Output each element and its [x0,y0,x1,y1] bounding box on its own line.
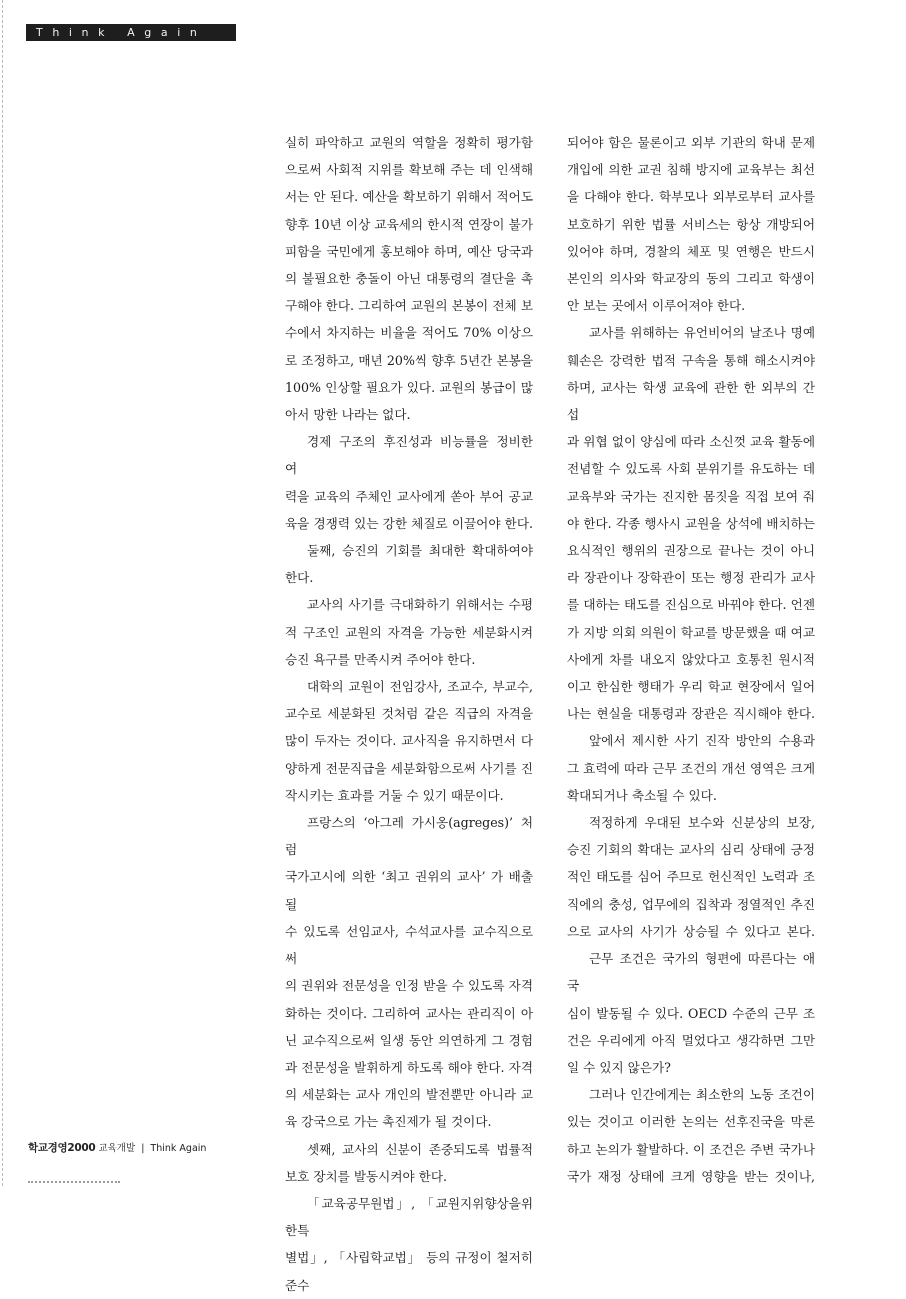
text-line: 과 전문성을 발휘하게 하도록 해야 한다. 자격 [285,1059,533,1075]
text-line: 화하는 것이다. 그리하여 교사는 관리직이 아 [285,1005,533,1021]
text-line: 직에의 충성, 업무에의 집착과 정열적인 추진 [567,896,815,912]
text-line: 으로 교사의 사기가 상승될 수 있다고 본다. [567,923,815,939]
text-line: 근무 조건은 국가의 형편에 따른다는 애국 [567,951,815,994]
text-line: 야 한다. 각종 행사시 교원을 상석에 배치하는 [567,515,815,531]
text-line: 있는 것이고 이러한 논의는 선후진국을 막론 [567,1114,815,1130]
text-line: 의 세분화는 교사 개인의 발전뿐만 아니라 교 [285,1087,533,1103]
text-line: 력을 교육의 주체인 교사에게 쏟아 부어 공교 [285,488,533,504]
text-line: 가 지방 의회 의원이 학교를 방문했을 때 여교 [567,624,815,640]
text-line: 적 구조인 교원의 자격을 가능한 세분화시켜 [285,624,533,640]
page-footer [28,1141,206,1155]
text-line: 심이 발동될 수 있다. OECD 수준의 근무 조 [567,1005,815,1021]
text-line: 으로써 사회적 지위를 확보해 주는 데 인색해 [285,162,533,178]
text-line: 의 불필요한 충돌이 아닌 대통령의 결단을 촉 [285,271,533,287]
text-line: 하고 논의가 활발하다. 이 조건은 주변 국가나 [567,1141,815,1157]
text-line: 닌 교수직으로써 일생 동안 의연하게 그 경험 [285,1032,533,1048]
text-line: 하며, 교사는 학생 교육에 관한 한 외부의 간섭 [567,379,815,423]
text-line: 본인의 의사와 학교장의 동의 그리고 학생이 [567,271,815,287]
text-line: 전념할 수 있도록 사회 분위기를 유도하는 데 [567,461,815,477]
text-line: 양하게 전문직급을 세분화함으로써 사기를 진 [285,760,533,776]
text-line: 적인 태도를 심어 주므로 헌신적인 노력과 조 [567,869,815,885]
bottom-crop-marks [28,1181,120,1188]
text-line: 라 장관이나 장학관이 또는 행정 관리가 교사 [567,570,815,586]
text-line: 교육부와 국가는 진지한 몸짓을 직접 보여 줘 [567,488,815,504]
text-line: 구해야 한다. 그리하여 교원의 본봉이 전체 보 [285,298,533,314]
text-line: 승진 욕구를 만족시켜 주어야 한다. [285,651,476,667]
text-line: 안 보는 곳에서 이루어져야 한다. [567,298,746,314]
article-column-right [567,129,815,1190]
text-line: 있어야 하며, 경찰의 체포 및 연행은 반드시 [567,243,815,259]
text-line: 둘째, 승진의 기회를 최대한 확대하여야 [307,543,533,559]
text-line: 의 권위와 전문성을 인정 받을 수 있도록 자격 [285,978,533,994]
text-line: 건은 우리에게 아직 멀었다고 생각하면 그만 [567,1032,815,1048]
text-line: 피함을 국민에게 홍보해야 하며, 예산 당국과 [285,243,533,259]
text-line: 교수로 세분화된 것처럼 같은 직급의 자격을 [285,706,533,722]
text-line: 국가 재정 상태에 크게 영향을 받는 것이나, [567,1168,815,1184]
text-line: 를 대하는 태도를 진심으로 바꿔야 한다. 언젠 [567,597,815,613]
text-line: 되어야 함은 물론이고 외부 기관의 학내 문제 [567,135,815,150]
text-line: 실히 파악하고 교원의 역할을 정확히 평가함 [285,135,533,150]
text-line: 프랑스의 ‘아그레 가시옹(agreges)’ 처럼 [285,815,533,858]
text-line: 훼손은 강력한 법적 구속을 통해 해소시켜야 [567,352,815,368]
text-line: 로 조정하고, 매년 20%씩 향후 5년간 본봉을 [285,352,533,368]
header-running-title: Think Again [36,26,207,39]
text-line: 아서 망한 나라는 없다. [285,407,411,423]
text-line: 국가고시에 의한 ‘최고 권위의 교사’ 가 배출될 [285,869,533,912]
text-line: 승진 기회의 확대는 교사의 심리 상태에 긍정 [567,842,815,858]
text-line: 경제 구조의 후진성과 비능률을 정비한 여 [285,434,533,477]
text-line: 보호 장치를 발동시켜야 한다. [285,1168,447,1184]
text-line: 많이 두자는 것이다. 교사직을 유지하면서 다 [285,733,533,749]
text-line: 개입에 의한 교권 침해 방지에 교육부는 최선 [567,162,815,178]
page-edge-trim-line [2,0,3,1186]
text-line: 별법」, 「사립학교법」 등의 규정이 철저히 준수 [285,1250,533,1293]
text-line: 향후 10년 이상 교육세의 한시적 연장이 불가 [285,216,533,232]
text-line: 한다. [285,570,314,586]
text-line: 「교육공무원법」, 「교원지위향상을위한특 [285,1195,533,1239]
text-line: 그 효력에 따라 근무 조건의 개선 영역은 크게 [567,760,815,776]
text-line: 사에게 차를 내오지 않았다고 호통친 원시적 [567,651,815,667]
text-line: 작시키는 효과를 거둘 수 있기 때문이다. [285,787,504,803]
text-line: 육 강국으로 가는 촉진제가 될 것이다. [285,1114,492,1130]
text-line: 적정하게 우대된 보수와 신분상의 보장, [589,815,815,831]
text-line: 보호하기 위한 법률 서비스는 항상 개방되어 [567,216,815,232]
text-line: 확대되거나 축소될 수 있다. [567,787,717,803]
footer-running-title: Think Again [150,1143,207,1154]
text-line: 교사의 사기를 극대화하기 위해서는 수평 [307,597,533,613]
text-line: 서는 안 된다. 예산을 확보하기 위해서 적어도 [285,189,533,205]
footer-separator: | [141,1143,145,1154]
text-line: 셋째, 교사의 신분이 존중되도록 법률적 [307,1141,533,1157]
text-line: 100% 인상할 필요가 있다. 교원의 봉급이 많 [285,379,533,395]
text-line: 대학의 교원이 전임강사, 조교수, 부교수, [307,679,533,695]
footer-magazine-brand: 학교경영2000 [28,1142,96,1154]
text-line: 육을 경쟁력 있는 강한 체질로 이끌어야 한다. [285,515,533,531]
text-line: 수에서 차지하는 비율을 적어도 70% 이상으 [285,325,533,341]
text-line: 앞에서 제시한 사기 진작 방안의 수용과 [589,733,815,749]
text-line: 교사를 위해하는 유언비어의 날조나 명예 [589,325,815,341]
article-column-left [285,129,533,1299]
text-line: 이고 한심한 행태가 우리 학교 현장에서 일어 [567,679,815,695]
text-line: 나는 현실을 대통령과 장관은 직시해야 한다. [567,706,815,722]
text-line: 요식적인 행위의 권장으로 끝나는 것이 아니 [567,543,815,559]
footer-section-label: 교육개발 [98,1143,136,1154]
text-line: 과 위협 없이 양심에 따라 소신껏 교육 활동에 [567,434,815,450]
text-line: 을 다해야 한다. 학부모나 외부로부터 교사를 [567,189,815,205]
text-line: 수 있도록 선임교사, 수석교사를 교수직으로써 [285,923,533,967]
text-line: 일 수 있지 않은가? [567,1059,671,1075]
text-line: 그러나 인간에게는 최소한의 노동 조건이 [589,1087,815,1103]
